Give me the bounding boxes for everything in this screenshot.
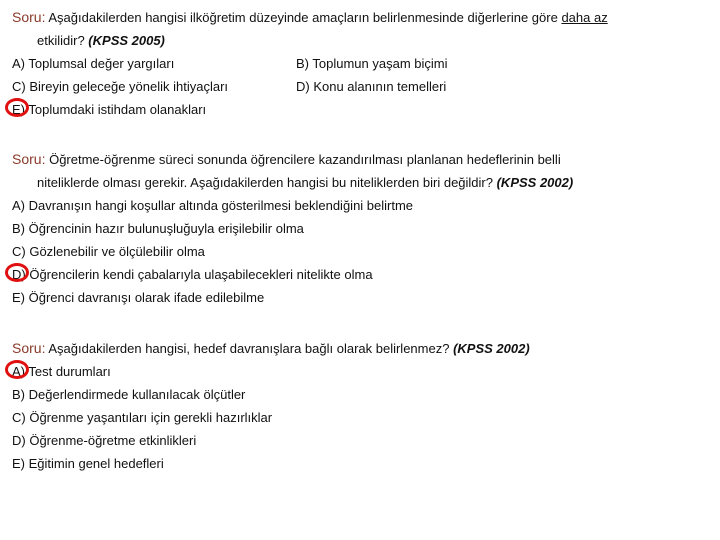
answer-circle-q2 <box>5 263 29 282</box>
question-2-source: (KPSS 2002) <box>492 175 574 190</box>
answer-circle-q3 <box>5 360 29 379</box>
question-1-label: Soru: <box>12 9 46 25</box>
question-1-stem-line-2 <box>12 29 712 52</box>
question-1-stem-underlined: daha az <box>561 10 608 25</box>
question-1-options-row-2 <box>12 75 712 98</box>
question-1-options-row-3 <box>12 98 712 121</box>
question-2-stem-line-1 <box>12 148 712 171</box>
question-2-option-d: D) Öğrencilerin kendi çabalarıyla ulaşabilecekleri nitelikte olma <box>12 267 373 282</box>
answer-circle-q1 <box>5 98 29 117</box>
question-3-option-b: B) Değerlendirmede kullanılacak ölçütler <box>12 387 246 402</box>
question-3-option-c: C) Öğrenme yaşantıları için gerekli hazırlıklar <box>12 410 273 425</box>
question-1-option-c: C) Bireyin geleceğe yönelik ihtiyaçları <box>12 79 229 94</box>
question-1-stem-a: Aşağıdakilerden hangisi ilköğretim düzeyinde amaçların belirlenmesinde diğerlerine göre <box>45 10 562 25</box>
question-3-label: Soru: <box>12 340 46 356</box>
question-3 <box>12 337 712 475</box>
question-1-option-a: A) Toplumsal değer yargıları <box>12 56 175 71</box>
question-2-option-a: A) Davranışın hangi koşullar altında gösterilmesi beklendiğini belirtme <box>12 198 414 213</box>
question-1 <box>12 6 712 121</box>
question-1-options-row-1 <box>12 52 712 75</box>
question-2-stem-a: Öğretme-öğrenme süreci sonunda öğrencilere kazandırılması planlanan hedeflerinin belli <box>45 152 561 167</box>
question-1-stem-b: etkilidir? <box>37 33 85 48</box>
question-2-option-d-row <box>12 263 712 286</box>
question-1-stem-line-1 <box>12 6 712 29</box>
question-2 <box>12 148 712 309</box>
question-2-stem-b: niteliklerde olması gerekir. Aşağıdakilerden hangisi bu niteliklerden biri değildir? <box>37 175 493 190</box>
question-3-stem-line-1 <box>12 337 712 360</box>
question-2-label: Soru: <box>12 151 46 167</box>
question-2-option-e: E) Öğrenci davranışı olarak ifade edilebilme <box>12 290 265 305</box>
question-3-option-a-row <box>12 360 712 383</box>
question-1-option-d: D) Konu alanının temelleri <box>296 79 447 94</box>
question-2-stem-line-2 <box>12 171 712 194</box>
question-1-option-e: E) Toplumdaki istihdam olanakları <box>12 102 207 117</box>
question-3-option-d: D) Öğrenme-öğretme etkinlikleri <box>12 433 197 448</box>
question-3-option-e: E) Eğitimin genel hedefleri <box>12 456 164 471</box>
question-1-source: (KPSS 2005) <box>84 33 165 48</box>
question-3-stem-a: Aşağıdakilerden hangisi, hedef davranışlara bağlı olarak belirlenmez? <box>45 341 450 356</box>
question-2-option-b: B) Öğrencinin hazır bulunuşluğuyla erişilebilir olma <box>12 221 304 236</box>
question-1-option-b: B) Toplumun yaşam biçimi <box>296 56 448 71</box>
question-2-option-c: C) Gözlenebilir ve ölçülebilir olma <box>12 244 205 259</box>
question-3-option-a: A) Test durumları <box>12 364 111 379</box>
question-3-source: (KPSS 2002) <box>449 341 530 356</box>
